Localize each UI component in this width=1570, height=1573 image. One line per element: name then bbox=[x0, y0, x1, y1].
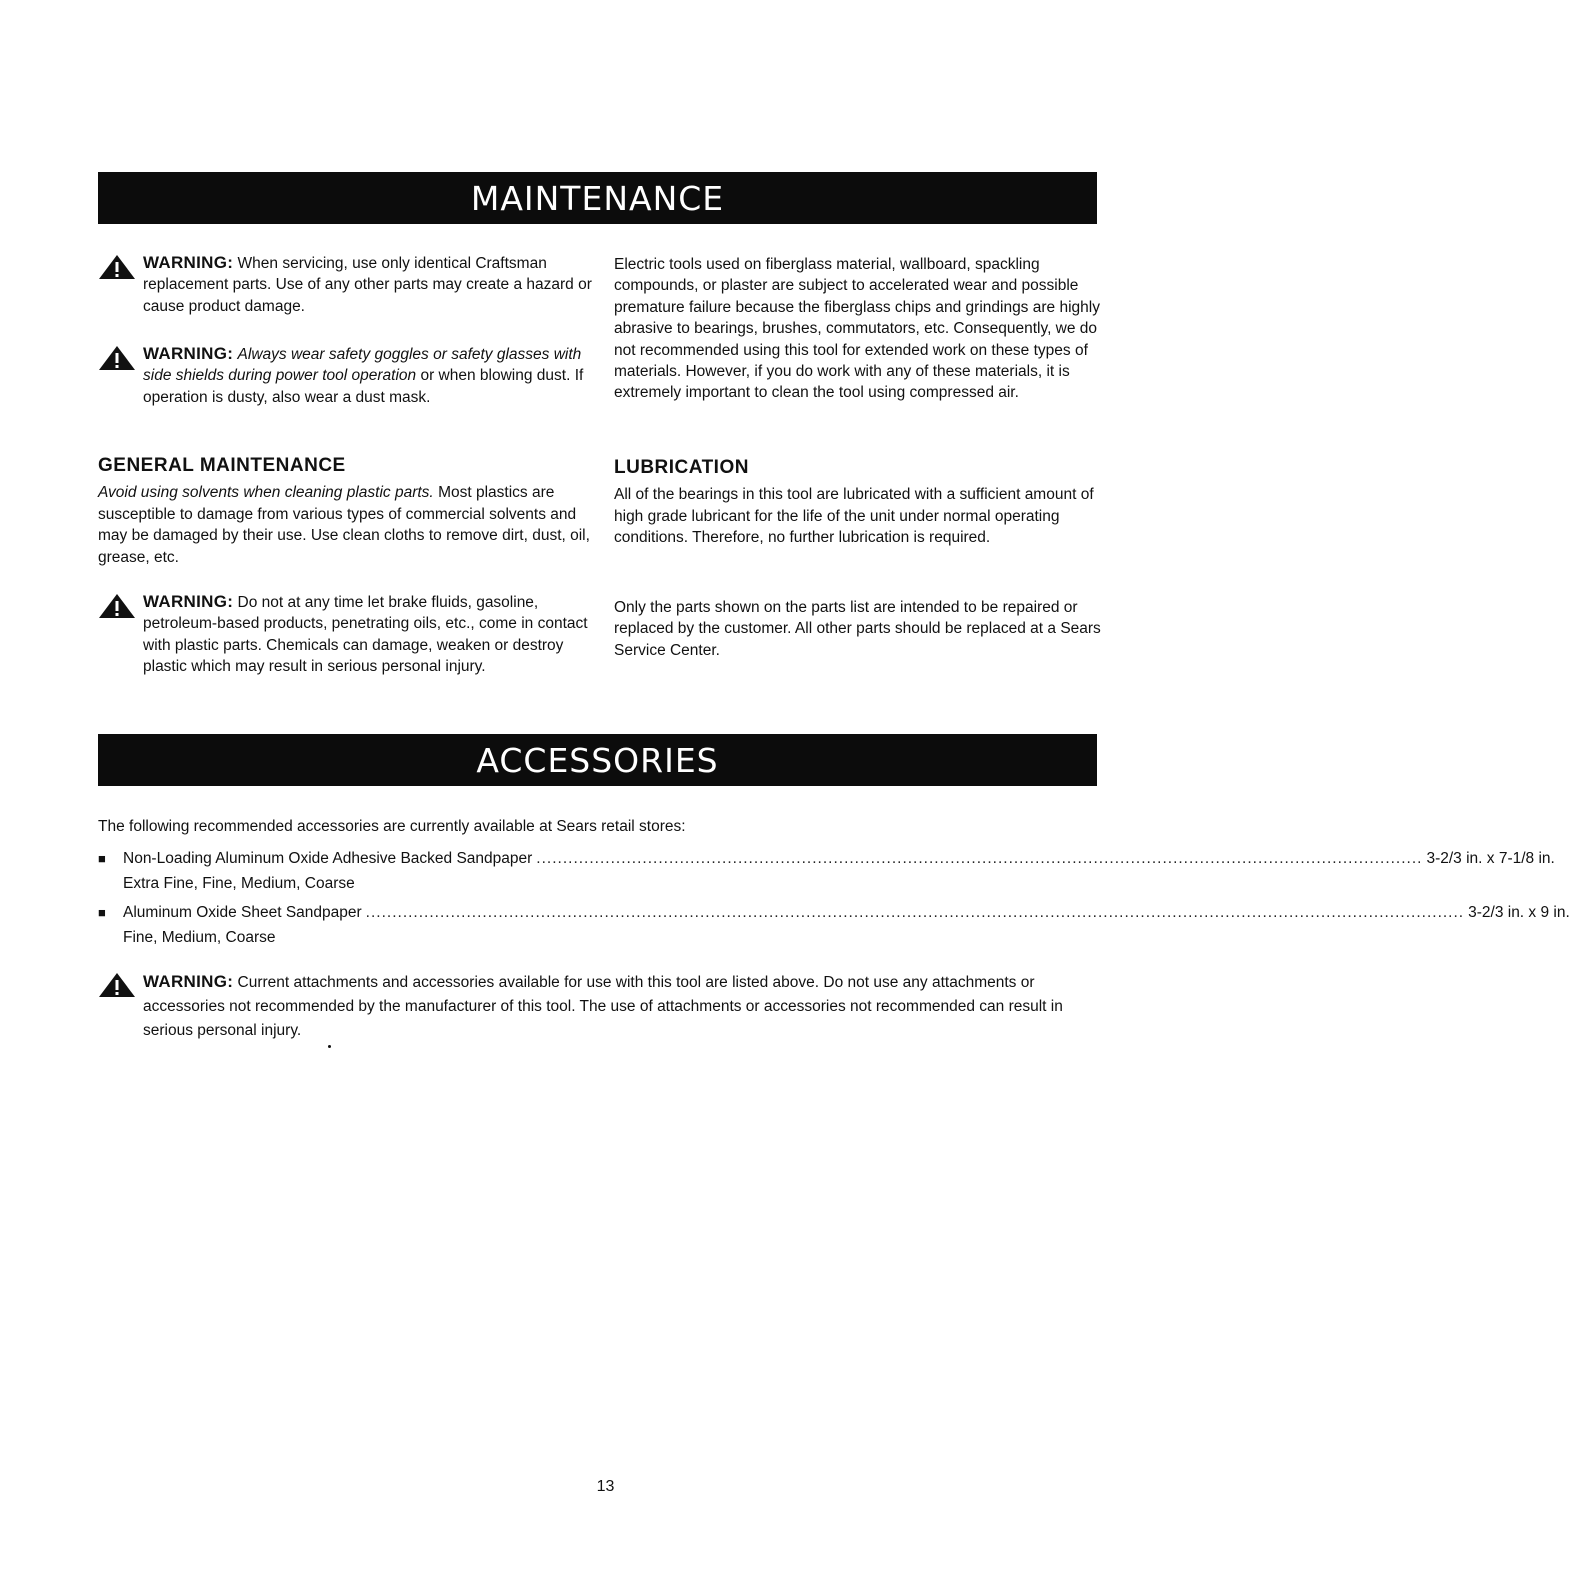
general-maintenance-text: Most plastics are susceptible to damage from various types of commercial solvents and may be damaged by their use. Use clean cloths to remove dirt, dust, oil, grease, etc. bbox=[98, 484, 590, 566]
warning-triangle-icon bbox=[98, 345, 136, 371]
accessory-item bbox=[98, 850, 1555, 868]
accessory-name: Aluminum Oxide Sheet Sandpaper bbox=[123, 904, 362, 921]
warning-text: Do not at any time let brake fluids, gasoline, petroleum-based products, penetrating oils, etc., come in contact with plastic parts. Chemicals can damage, weaken or destroy plastic which may result in serious personal injury. bbox=[143, 594, 588, 676]
warning-triangle-icon bbox=[98, 254, 136, 280]
accessory-grades: Extra Fine, Fine, Medium, Coarse bbox=[123, 875, 355, 892]
bullet-icon: ■ bbox=[98, 851, 106, 866]
maintenance-title: MAINTENANCE bbox=[470, 178, 725, 218]
bullet-icon: ■ bbox=[98, 905, 106, 920]
warning-text: When servicing, use only identical Craftsman replacement parts. Use of any other parts may create a hazard or cause product damage. bbox=[143, 255, 592, 315]
general-maintenance-heading: GENERAL MAINTENANCE bbox=[98, 455, 346, 476]
warning-text-italic: Always wear safety goggles or safety glasses with side shields during power tool operation bbox=[143, 346, 582, 385]
warning-block-chemicals bbox=[98, 591, 592, 678]
fiberglass-text: Electric tools used on fiberglass material, wallboard, spackling compounds, or plaster are subject to accelerated wear and possible premature failure because the fiberglass chips and grindings are highly abrasive to bearings, brushes, commutators, etc. Consequently, we do not recommended using this tool for extended work on these types of materials. However, if you do work with any of these materials, it is extremely important to clean the tool using compressed air. bbox=[614, 256, 1100, 402]
accessory-size: 3-2/3 in. x 7-1/8 in. bbox=[1426, 850, 1555, 867]
warning-triangle-icon bbox=[98, 972, 136, 998]
accessory-item bbox=[98, 904, 1570, 922]
general-maintenance-italic: Avoid using solvents when cleaning plastic parts. bbox=[98, 484, 434, 502]
accessory-name: Non-Loading Aluminum Oxide Adhesive Backed Sandpaper bbox=[123, 850, 533, 867]
general-maintenance-section bbox=[98, 455, 592, 568]
warning-label: WARNING: bbox=[143, 972, 234, 991]
lubrication-text: All of the bearings in this tool are lubricated with a sufficient amount of high grade lubricant for the life of the unit under normal operating conditions. Therefore, no further lubrication is required. bbox=[614, 486, 1094, 547]
page-number: 13 bbox=[596, 1478, 615, 1495]
warning-text: or when blowing dust. If operation is dusty, also wear a dust mask. bbox=[143, 367, 584, 406]
dot-leader: ....................................................................................................................................................................... bbox=[536, 850, 1423, 867]
warning-block-accessories bbox=[98, 970, 1093, 1043]
warning-triangle-icon bbox=[98, 593, 136, 619]
parts-text: Only the parts shown on the parts list are intended to be repaired or replaced by the customer. All other parts should be replaced at a Sears Service Center. bbox=[614, 599, 1101, 659]
fiberglass-paragraph bbox=[614, 254, 1104, 404]
warning-block-replacement-parts bbox=[98, 252, 592, 317]
accessories-banner bbox=[98, 734, 1097, 786]
accessories-intro: The following recommended accessories are currently available at Sears retail stores: bbox=[98, 818, 686, 835]
lubrication-section bbox=[614, 457, 1104, 549]
accessory-size: 3-2/3 in. x 9 in. bbox=[1468, 904, 1570, 921]
warning-label: WARNING: bbox=[143, 344, 234, 363]
warning-text: Current attachments and accessories available for use with this tool are listed above. Do not use any attachments or accessories not recommended by the manufacturer of this tool. The use of attachments or accessories not recommended can result in serious personal injury. bbox=[143, 974, 1063, 1039]
warning-block-safety-goggles bbox=[98, 343, 592, 408]
accessory-grades: Fine, Medium, Coarse bbox=[123, 929, 276, 946]
parts-paragraph bbox=[614, 597, 1104, 661]
dot-leader: ............................................................................................................................................................................................................... bbox=[365, 904, 1465, 921]
accessories-title: ACCESSORIES bbox=[476, 740, 719, 780]
warning-label: WARNING: bbox=[143, 592, 234, 611]
maintenance-banner bbox=[98, 172, 1097, 224]
lubrication-heading: LUBRICATION bbox=[614, 457, 749, 478]
warning-label: WARNING: bbox=[143, 253, 234, 272]
stray-dot bbox=[328, 1045, 331, 1048]
